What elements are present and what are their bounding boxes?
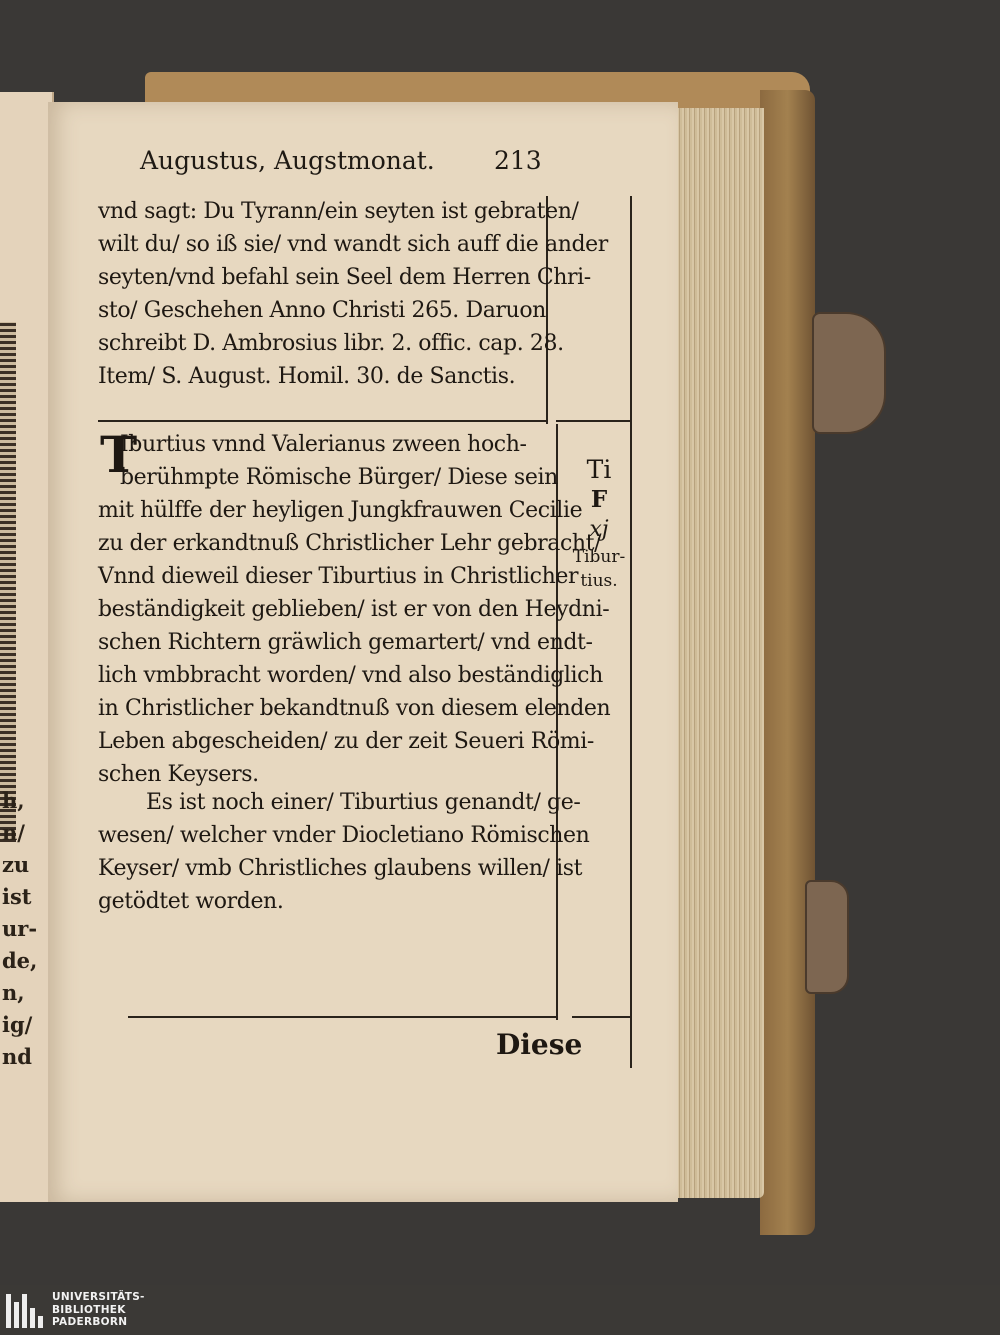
page-number: 213 bbox=[494, 146, 542, 175]
drop-initial: T bbox=[100, 425, 138, 484]
margin-bottom-rule bbox=[572, 1016, 630, 1018]
text-line: Keyser/ vmb Christliches glaubens willen/ ist bbox=[98, 856, 583, 881]
margin-line: xj bbox=[589, 517, 609, 542]
text-line: lich vmbbracht worden/ vnd also beständiglich bbox=[98, 663, 603, 688]
text-line: mit hülffe der heyligen Jungkfrauwen Cecilie bbox=[98, 498, 583, 523]
text-line: schen Richtern gräwlich gemartert/ vnd endt- bbox=[98, 630, 593, 655]
left-page-text-fragment: ist bbox=[2, 884, 32, 909]
text-line: Item/ S. August. Homil. 30. de Sanctis. bbox=[98, 364, 516, 389]
text-line: zu der erkandtnuß Christlicher Lehr gebracht/ bbox=[98, 531, 602, 556]
catchword: Diese bbox=[496, 1028, 583, 1061]
book-cover-right-edge bbox=[760, 90, 815, 1235]
left-page-text-fragment: h, bbox=[2, 788, 25, 813]
paragraph-second-tiburtius bbox=[98, 786, 589, 918]
margin-frame-right-rule bbox=[630, 196, 632, 1068]
text-line: Es ist noch einer/ Tiburtius genandt/ ge- bbox=[146, 790, 581, 815]
left-page-text-fragment: n, bbox=[2, 980, 25, 1005]
text-line: seyten/vnd befahl sein Seel dem Herren Chri- bbox=[98, 265, 591, 290]
running-head: Augustus, Augstmonat. bbox=[140, 146, 435, 175]
margin-line: F bbox=[590, 486, 608, 513]
text-line: sto/ Geschehen Anno Christi 265. Daruon bbox=[98, 298, 546, 323]
text-line: Vnnd dieweil dieser Tiburtius in Christlicher bbox=[98, 564, 579, 589]
margin-line: Ti bbox=[586, 455, 612, 484]
logo-line: PADERBORN bbox=[52, 1316, 128, 1328]
margin-line: tius. bbox=[580, 571, 618, 591]
upper-clasp bbox=[812, 312, 886, 434]
text-line: schen Keysers. bbox=[98, 762, 259, 787]
text-line: wilt du/ so iß sie/ vnd wandt sich auff die ander bbox=[98, 232, 608, 257]
woodcut-illustration-fragment bbox=[0, 322, 16, 842]
left-page-text-fragment: ig/ bbox=[2, 1012, 33, 1037]
left-page-text-fragment: n/ bbox=[2, 820, 25, 845]
marginal-note bbox=[566, 455, 632, 593]
text-line: Leben abgescheiden/ zu der zeit Seueri Römi- bbox=[98, 729, 594, 754]
text-line: berühmpte Römische Bürger/ Diese sein bbox=[120, 465, 558, 490]
text-line: wesen/ welcher vnder Diocletiano Römischen bbox=[98, 823, 590, 848]
left-page-text-fragment: de, bbox=[2, 948, 38, 973]
paragraph-tiburtius bbox=[98, 425, 611, 791]
margin-divider-rule bbox=[556, 420, 630, 422]
library-logo-icon bbox=[6, 1294, 46, 1328]
logo-line: BIBLIOTHEK bbox=[52, 1303, 126, 1316]
bottom-rule bbox=[128, 1016, 556, 1018]
left-page-text-fragment: zu bbox=[2, 852, 30, 877]
lower-clasp bbox=[805, 880, 849, 994]
left-page-text-fragment: ur- bbox=[2, 916, 38, 941]
margin-line: Tibur- bbox=[572, 547, 626, 567]
library-logo-text bbox=[52, 1291, 145, 1329]
text-line: schreibt D. Ambrosius libr. 2. offic. cap. 28. bbox=[98, 331, 564, 356]
logo-line: UNIVERSITÄTS- bbox=[52, 1291, 145, 1303]
footer-bar bbox=[0, 1285, 1000, 1335]
text-line: in Christlicher bekandtnuß von diesem elenden bbox=[98, 696, 611, 721]
text-line: vnd sagt: Du Tyrann/ein seyten ist gebraten/ bbox=[98, 199, 579, 224]
text-line: Iburtius vnnd Valerianus zween hoch- bbox=[120, 432, 527, 457]
text-line: getödtet worden. bbox=[98, 889, 284, 914]
text-line: beständigkeit geblieben/ ist er von den Heydni- bbox=[98, 597, 610, 622]
left-page-text-fragment: nd bbox=[2, 1044, 32, 1069]
section-divider-rule bbox=[98, 420, 546, 422]
paragraph-lawrence-end bbox=[98, 195, 608, 393]
page-fore-edge bbox=[672, 108, 764, 1198]
